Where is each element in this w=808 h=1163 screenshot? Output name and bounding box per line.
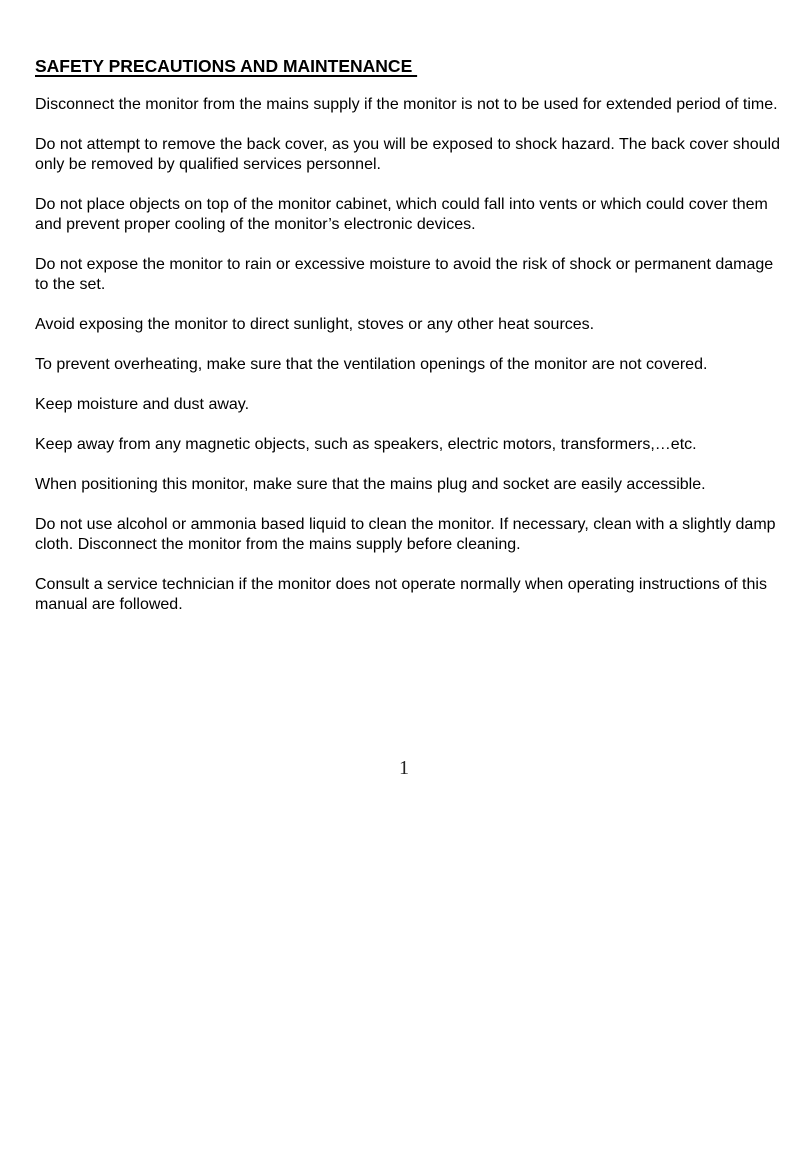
page-title: SAFETY PRECAUTIONS AND MAINTENANCE [35,56,418,76]
paragraph-rain-moisture: Do not expose the monitor to rain or excessive moisture to avoid the risk of shock or permanent damage to the set. [35,256,774,293]
paragraph-dust: Keep moisture and dust away. [35,396,250,413]
paragraph-objects-on-cabinet: Do not place objects on top of the monitor cabinet, which could fall into vents or which could cover them and prevent proper cooling of the monitor’s electronic devices. [35,196,768,233]
page-number: 1 [399,757,409,779]
paragraph-disconnect-mains: Disconnect the monitor from the mains supply if the monitor is not to be used for extended period of time. [35,96,778,113]
paragraph-service-technician: Consult a service technician if the monitor does not operate normally when operating instructions of this manual are followed. [35,576,767,613]
paragraph-plug-access: When positioning this monitor, make sure that the mains plug and socket are easily accessible. [35,476,706,493]
paragraph-heat-sources: Avoid exposing the monitor to direct sunlight, stoves or any other heat sources. [35,316,595,333]
paragraph-back-cover: Do not attempt to remove the back cover, as you will be exposed to shock hazard. The back cover should only be removed by qualified services personnel. [35,136,780,173]
paragraph-magnetic-objects: Keep away from any magnetic objects, such as speakers, electric motors, transformers,…etc. [35,436,697,453]
document-content [35,55,785,635]
paragraph-cleaning: Do not use alcohol or ammonia based liquid to clean the monitor. If necessary, clean with a slightly damp cloth. Disconnect the monitor from the mains supply before cleaning. [35,516,776,553]
paragraph-ventilation: To prevent overheating, make sure that the ventilation openings of the monitor are not covered. [35,356,708,373]
